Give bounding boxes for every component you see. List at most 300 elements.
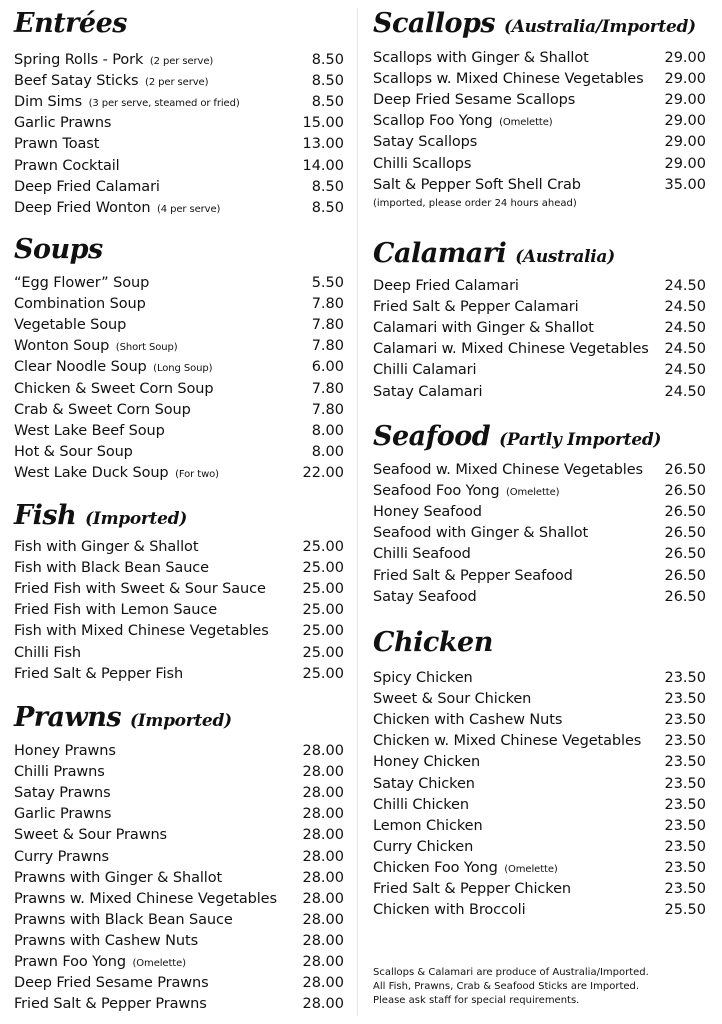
menu-item xyxy=(14,931,344,952)
menu-item-price: 24.50 xyxy=(664,299,706,316)
menu-item-label: Curry Chicken xyxy=(373,838,474,855)
menu-item-label: Prawns with Cashew Nuts xyxy=(14,932,199,949)
soups-title: Soups xyxy=(14,234,103,265)
menu-item-label: Prawn Cocktail xyxy=(14,157,120,174)
menu-item-label: Spring Rolls - Pork xyxy=(14,52,144,68)
menu-item xyxy=(373,132,706,153)
menu-item-name xyxy=(14,952,186,974)
menu-item-price: 26.50 xyxy=(664,525,706,542)
menu-item-label: Deep Fried Calamari xyxy=(373,278,519,294)
menu-item-name xyxy=(373,587,477,608)
menu-item-price: 26.50 xyxy=(664,504,706,521)
menu-item-price: 24.50 xyxy=(664,320,706,337)
menu-item-name xyxy=(373,382,482,403)
menu-item-price: 28.00 xyxy=(302,869,344,886)
menu-item-name xyxy=(373,752,480,773)
seafood-subtitle: (Partly Imported) xyxy=(499,430,662,450)
menu-item-label: Deep Fried Sesame Scallops xyxy=(373,92,576,109)
menu-item-name xyxy=(14,537,198,558)
menu-item-price: 23.50 xyxy=(664,859,706,876)
menu-item-label: Deep Fried Wonton xyxy=(14,199,151,216)
section-title-entrees xyxy=(14,8,127,40)
crab-order-note: (imported, please order 24 hours ahead) xyxy=(373,198,577,209)
menu-item-name xyxy=(14,741,116,762)
menu-item-name xyxy=(373,318,594,339)
footnote-line: Please ask staff for special requirements. xyxy=(373,995,580,1006)
section-title-chicken xyxy=(373,627,493,659)
menu-item-label: Curry Prawns xyxy=(14,848,109,865)
menu-item-price: 13.00 xyxy=(302,136,344,153)
menu-item-name xyxy=(14,134,99,155)
menu-item-label: Scallop Foo Yong xyxy=(373,113,493,130)
menu-item-price: 26.50 xyxy=(664,462,706,478)
menu-item-name xyxy=(14,804,111,825)
menu-item-label: Seafood w. Mixed Chinese Vegetables xyxy=(373,462,643,478)
menu-item-price: 7.80 xyxy=(311,317,344,334)
menu-item-name xyxy=(14,336,178,358)
menu-item-price: 25.00 xyxy=(302,665,344,682)
menu-item-label: Fried Fish with Sweet & Sour Sauce xyxy=(14,581,266,598)
menu-item-price: 23.50 xyxy=(664,775,706,792)
menu-item-label: Fish with Ginger & Shallot xyxy=(14,539,199,555)
menu-item xyxy=(14,643,344,664)
menu-item-price: 29.00 xyxy=(664,92,706,109)
menu-item-name xyxy=(14,847,109,868)
menu-item-label: Salt & Pepper Soft Shell Crab xyxy=(373,176,581,193)
menu-item-label: Satay Seafood xyxy=(373,588,477,605)
menu-item-name xyxy=(14,931,198,952)
menu-item-label: Satay Calamari xyxy=(373,383,483,400)
menu-item xyxy=(373,544,706,565)
menu-item-name xyxy=(373,710,562,731)
menu-item-name xyxy=(14,664,183,685)
menu-item-name xyxy=(373,90,575,111)
menu-item xyxy=(373,900,706,921)
menu-item-price: 25.50 xyxy=(664,902,706,919)
menu-item-name xyxy=(14,400,191,421)
menu-item-price: 29.00 xyxy=(664,134,706,151)
section-title-fish xyxy=(14,500,187,535)
menu-item-name xyxy=(14,825,167,846)
section-title-calamari xyxy=(373,238,615,273)
menu-item xyxy=(373,502,706,523)
fish-subtitle: (Imported) xyxy=(85,509,187,529)
menu-item xyxy=(14,315,344,336)
menu-item-name xyxy=(373,132,477,153)
menu-item xyxy=(373,795,706,816)
menu-item-label: Fried Salt & Pepper Seafood xyxy=(373,567,573,584)
menu-item-name xyxy=(373,111,553,133)
menu-item-name xyxy=(14,910,233,931)
menu-item xyxy=(373,587,706,608)
menu-item-name xyxy=(373,837,473,858)
menu-item-price: 23.50 xyxy=(664,817,706,834)
menu-item-label: Prawn Toast xyxy=(14,136,100,153)
menu-item-name xyxy=(14,315,126,336)
menu-item-price: 7.80 xyxy=(311,296,344,313)
menu-item-price: 8.50 xyxy=(311,52,344,68)
menu-item xyxy=(373,481,706,502)
menu-item-label: Seafood Foo Yong xyxy=(373,483,500,500)
menu-item xyxy=(14,973,344,994)
menu-item-label: Hot & Sour Soup xyxy=(14,443,133,460)
calamari-title: Calamari xyxy=(373,238,507,269)
menu-item-label: Prawns with Ginger & Shallot xyxy=(14,869,223,886)
menu-item-label: Deep Fried Sesame Prawns xyxy=(14,975,209,992)
menu-item-label: Chicken with Broccoli xyxy=(373,902,526,919)
menu-item xyxy=(14,847,344,868)
menu-item xyxy=(373,566,706,587)
menu-item-price: 23.50 xyxy=(664,691,706,708)
menu-item xyxy=(14,762,344,783)
menu-item-label: Fried Salt & Pepper Calamari xyxy=(373,299,579,316)
menu-item-label: Satay Prawns xyxy=(14,785,111,802)
menu-item-name xyxy=(373,689,531,710)
menu-item xyxy=(14,421,344,442)
menu-item-price: 23.50 xyxy=(664,881,706,897)
menu-item-price: 23.50 xyxy=(664,796,706,813)
menu-item-name xyxy=(373,668,473,689)
menu-item-price: 26.50 xyxy=(664,546,706,563)
menu-item xyxy=(373,318,706,339)
menu-item-name xyxy=(14,177,160,198)
menu-item xyxy=(14,379,344,400)
menu-item-label: Wonton Soup xyxy=(14,338,110,355)
menu-item xyxy=(14,71,344,92)
menu-item-price: 28.00 xyxy=(302,827,344,844)
menu-item xyxy=(14,50,344,71)
menu-item-name xyxy=(373,297,579,318)
prawns-subtitle: (Imported) xyxy=(130,711,232,731)
menu-item-price: 25.00 xyxy=(302,644,344,661)
menu-item xyxy=(373,154,706,175)
menu-item-price: 25.00 xyxy=(302,539,344,555)
menu-item-label: Crab & Sweet Corn Soup xyxy=(14,401,191,418)
menu-item-label: Sweet & Sour Chicken xyxy=(373,691,532,708)
menu-item xyxy=(373,858,706,879)
menu-item xyxy=(373,48,706,69)
menu-item xyxy=(14,357,344,378)
menu-item-label: Honey Chicken xyxy=(373,754,481,771)
menu-item-name xyxy=(373,69,644,90)
menu-item-label: Garlic Prawns xyxy=(14,806,112,823)
menu-item-name xyxy=(14,463,219,485)
menu-item-label: West Lake Duck Soup xyxy=(14,464,169,481)
menu-item xyxy=(373,837,706,858)
menu-item-note: (Omelette) xyxy=(132,958,186,969)
menu-item xyxy=(373,710,706,731)
menu-item xyxy=(14,664,344,685)
menu-item-name xyxy=(14,294,146,315)
menu-item-price: 28.00 xyxy=(302,911,344,928)
menu-item-price: 24.50 xyxy=(664,383,706,400)
menu-item-price: 26.50 xyxy=(664,567,706,584)
menu-item-price: 14.00 xyxy=(302,157,344,174)
entrees-title: Entrées xyxy=(14,8,127,39)
menu-item-price: 28.00 xyxy=(302,975,344,992)
menu-item-label: Lemon Chicken xyxy=(373,817,483,834)
menu-item xyxy=(14,952,344,973)
menu-item xyxy=(373,175,706,196)
menu-item-price: 24.50 xyxy=(664,278,706,294)
menu-item-name xyxy=(14,600,217,621)
menu-item-label: Chicken & Sweet Corn Soup xyxy=(14,380,214,397)
menu-item xyxy=(14,134,344,155)
menu-item-note: (3 per serve, steamed or fried) xyxy=(88,98,240,110)
menu-item-price: 22.00 xyxy=(302,464,344,481)
menu-item-label: Satay Scallops xyxy=(373,134,478,151)
menu-item-name xyxy=(14,357,212,379)
menu-item xyxy=(14,910,344,931)
menu-item-label: West Lake Beef Soup xyxy=(14,422,165,439)
menu-item-note: (Long Soup) xyxy=(153,363,213,375)
menu-item xyxy=(14,273,344,294)
menu-item xyxy=(373,339,706,360)
menu-item-label: Spicy Chicken xyxy=(373,670,473,686)
menu-item-price: 8.50 xyxy=(311,94,344,111)
menu-item-label: Prawns with Black Bean Sauce xyxy=(14,911,233,928)
menu-item-price: 28.00 xyxy=(302,806,344,823)
menu-item-name xyxy=(14,156,120,177)
menu-item-name xyxy=(373,175,581,196)
menu-item-price: 25.00 xyxy=(302,560,344,577)
menu-item-price: 15.00 xyxy=(302,115,344,132)
menu-item-label: Fried Salt & Pepper Fish xyxy=(14,665,184,682)
menu-item-name xyxy=(373,858,558,880)
menu-item xyxy=(14,600,344,621)
menu-item-label: Prawn Foo Yong xyxy=(14,954,126,970)
menu-item xyxy=(14,198,344,219)
menu-item-price: 26.50 xyxy=(664,483,706,500)
menu-item xyxy=(373,111,706,132)
menu-item-label: Honey Prawns xyxy=(14,743,116,759)
menu-item xyxy=(373,460,706,481)
menu-item-label: Chicken Foo Yong xyxy=(373,859,498,876)
menu-item-price: 7.80 xyxy=(311,401,344,418)
menu-item xyxy=(14,889,344,910)
menu-item-price: 25.00 xyxy=(302,581,344,598)
menu-item-label: Seafood with Ginger & Shallot xyxy=(373,525,589,542)
menu-item-price: 28.00 xyxy=(302,954,344,970)
menu-item-price: 23.50 xyxy=(664,733,706,750)
menu-item-name xyxy=(373,566,573,587)
menu-item-price: 26.50 xyxy=(664,588,706,605)
menu-item-label: Calamari with Ginger & Shallot xyxy=(373,320,594,337)
menu-item xyxy=(373,752,706,773)
menu-item-label: Vegetable Soup xyxy=(14,317,127,334)
column-divider xyxy=(357,8,358,1016)
menu-item-name xyxy=(14,783,111,804)
footnote-line: All Fish, Prawns, Crab & Seafood Sticks are Imported. xyxy=(373,981,640,992)
menu-item-label: Clear Noodle Soup xyxy=(14,359,147,376)
menu-item-name xyxy=(373,154,471,175)
menu-item-label: Chicken with Cashew Nuts xyxy=(373,712,563,729)
menu-item-name xyxy=(373,774,475,795)
menu-item-price: 28.00 xyxy=(302,764,344,781)
menu-item xyxy=(14,294,344,315)
menu-item-price: 29.00 xyxy=(664,113,706,130)
menu-item-label: Dim Sims xyxy=(14,94,83,111)
menu-item-note: (2 per serve) xyxy=(145,77,209,89)
menu-item-price: 24.50 xyxy=(664,341,706,358)
menu-item-price: 5.50 xyxy=(311,275,344,291)
section-title-seafood xyxy=(373,421,661,456)
menu-item-name xyxy=(14,92,240,114)
menu-item xyxy=(14,783,344,804)
menu-item-name xyxy=(373,816,483,837)
menu-item-price: 8.50 xyxy=(311,73,344,90)
menu-item-name xyxy=(373,795,469,816)
menu-item-name xyxy=(373,460,643,481)
menu-item-name xyxy=(14,113,111,134)
menu-item-price: 7.80 xyxy=(311,380,344,397)
menu-item xyxy=(373,69,706,90)
menu-item-label: Chicken w. Mixed Chinese Vegetables xyxy=(373,733,642,750)
menu-item xyxy=(373,879,706,900)
menu-item xyxy=(373,689,706,710)
menu-item xyxy=(14,741,344,762)
menu-item-price: 23.50 xyxy=(664,712,706,729)
menu-item-name xyxy=(373,523,588,544)
menu-item-name xyxy=(373,731,641,752)
menu-item xyxy=(14,825,344,846)
footnote-line: Scallops & Calamari are produce of Australia/Imported. xyxy=(373,967,649,978)
menu-item xyxy=(14,400,344,421)
menu-item xyxy=(14,336,344,357)
menu-item xyxy=(14,442,344,463)
menu-item xyxy=(373,523,706,544)
menu-item-label: Calamari w. Mixed Chinese Vegetables xyxy=(373,341,649,358)
menu-item-name xyxy=(14,621,269,642)
menu-item-name xyxy=(14,379,214,400)
menu-item-price: 28.00 xyxy=(302,932,344,949)
menu-item-price: 28.00 xyxy=(302,743,344,759)
menu-item xyxy=(373,731,706,752)
menu-item xyxy=(373,774,706,795)
menu-item-name xyxy=(373,48,589,69)
menu-item-price: 8.50 xyxy=(311,199,344,216)
menu-item xyxy=(373,360,706,381)
menu-item-price: 23.50 xyxy=(664,838,706,855)
menu-item-name xyxy=(373,544,471,565)
menu-item-name xyxy=(14,643,81,664)
menu-item-label: Chilli Fish xyxy=(14,644,81,661)
menu-item-name xyxy=(373,339,649,360)
menu-item xyxy=(14,177,344,198)
menu-item-name xyxy=(14,71,208,93)
menu-item-price: 28.00 xyxy=(302,848,344,865)
menu-item-name xyxy=(14,558,209,579)
menu-item-note: (Omelette) xyxy=(505,487,560,499)
menu-item-name xyxy=(14,973,209,994)
menu-item-name xyxy=(373,900,526,921)
menu-item-name xyxy=(373,502,482,523)
menu-item-name xyxy=(373,481,559,503)
menu-item-note: (4 per serve) xyxy=(156,203,221,215)
menu-item-label: Honey Seafood xyxy=(373,504,482,521)
menu-item-label: Scallops with Ginger & Shallot xyxy=(373,50,589,66)
menu-item-note: (Omelette) xyxy=(504,863,558,875)
menu-item xyxy=(373,382,706,403)
menu-item-price: 7.80 xyxy=(311,338,344,355)
menu-item-label: Chilli Scallops xyxy=(373,155,472,172)
menu-item-label: Fried Salt & Pepper Chicken xyxy=(373,881,571,897)
menu-item-name xyxy=(14,868,222,889)
menu-item-name xyxy=(14,762,105,783)
menu-item-label: Scallops w. Mixed Chinese Vegetables xyxy=(373,71,644,88)
menu-item-label: Garlic Prawns xyxy=(14,115,112,132)
menu-item-name xyxy=(14,421,165,442)
menu-item-label: Chilli Seafood xyxy=(373,546,471,563)
menu-item-label: Fish with Mixed Chinese Vegetables xyxy=(14,623,269,640)
menu-item-price: 28.00 xyxy=(302,996,344,1013)
menu-item-label: Combination Soup xyxy=(14,296,146,313)
menu-item xyxy=(14,994,344,1015)
menu-item-price: 28.00 xyxy=(302,890,344,907)
menu-item-price: 35.00 xyxy=(664,176,706,193)
menu-item xyxy=(14,621,344,642)
menu-item xyxy=(14,579,344,600)
section-title-prawns xyxy=(14,702,232,737)
menu-item xyxy=(14,804,344,825)
menu-item-label: Chilli Calamari xyxy=(373,362,477,379)
menu-item-label: “Egg Flower” Soup xyxy=(14,275,150,291)
menu-item-price: 8.00 xyxy=(311,422,344,439)
menu-item-note: (For two) xyxy=(175,468,219,480)
menu-item-price: 25.00 xyxy=(302,602,344,619)
menu-item-name xyxy=(14,198,220,220)
menu-item-label: Satay Chicken xyxy=(373,775,475,792)
section-title-soups xyxy=(14,234,103,266)
menu-item-label: Fish with Black Bean Sauce xyxy=(14,560,210,577)
menu-item xyxy=(14,537,344,558)
menu-item xyxy=(14,868,344,889)
seafood-title: Seafood xyxy=(373,421,491,452)
menu-item xyxy=(14,558,344,579)
calamari-subtitle: (Australia) xyxy=(515,247,615,267)
menu-item-name xyxy=(14,273,149,294)
prawns-title: Prawns xyxy=(14,702,122,733)
menu-item xyxy=(373,297,706,318)
menu-item xyxy=(373,90,706,111)
menu-item xyxy=(373,276,706,297)
menu-item-price: 6.00 xyxy=(311,359,344,376)
menu-item-note: (Omelette) xyxy=(499,117,553,129)
menu-item-price: 23.50 xyxy=(664,670,706,686)
menu-item-name xyxy=(14,994,207,1015)
menu-item xyxy=(14,92,344,113)
menu-item-label: Chilli Prawns xyxy=(14,764,105,781)
menu-item xyxy=(373,816,706,837)
menu-item-note: (Short Soup) xyxy=(115,342,178,354)
menu-item-name xyxy=(14,50,213,72)
menu-item-price: 8.50 xyxy=(311,178,344,195)
menu-item xyxy=(14,156,344,177)
menu-item-price: 24.50 xyxy=(664,362,706,379)
menu-item-name xyxy=(14,889,277,910)
menu-item-name xyxy=(373,276,519,297)
menu-item-price: 29.00 xyxy=(664,71,706,88)
menu-item-price: 23.50 xyxy=(664,754,706,771)
menu-item-name xyxy=(14,579,266,600)
menu-item xyxy=(373,668,706,689)
menu-item-label: Fried Salt & Pepper Prawns xyxy=(14,996,207,1013)
menu-item-name xyxy=(373,879,571,900)
menu-item-label: Sweet & Sour Prawns xyxy=(14,827,167,844)
section-title-scallops xyxy=(373,8,696,43)
menu-item-label: Prawns w. Mixed Chinese Vegetables xyxy=(14,890,277,907)
menu-item xyxy=(14,113,344,134)
